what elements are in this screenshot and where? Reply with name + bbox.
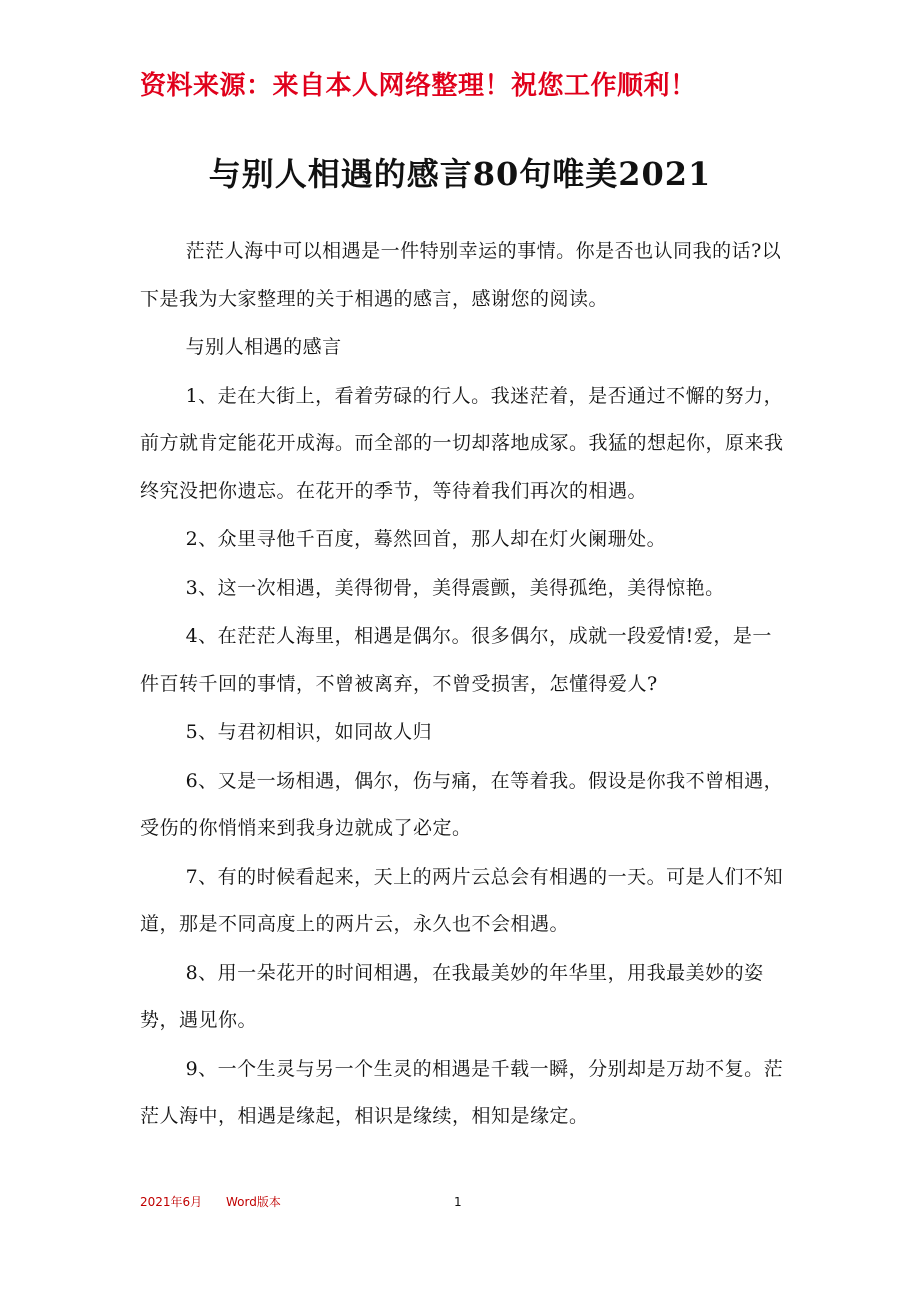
- footer-date: 2021年6月: [140, 1195, 203, 1209]
- paragraph-item-9: 9、一个生灵与另一个生灵的相遇是千载一瞬，分别却是万劫不复。茫茫人海中，相遇是缘起，相识是缘续，相知是缘定。: [140, 1057, 784, 1127]
- paragraph-item-1: 1、走在大街上，看着劳碌的行人。我迷茫着，是否通过不懈的努力，前方就肯定能花开成海。而全部的一切却落地成冢。我猛的想起你，原来我终究没把你遗忘。在花开的季节，等待着我们再次的相遇。: [140, 384, 784, 502]
- source-note: 资料来源：来自本人网络整理！祝您工作顺利！: [140, 71, 697, 101]
- footer-info: [140, 1192, 285, 1212]
- paragraph-section-heading: 与别人相遇的感言: [185, 336, 342, 358]
- paragraph-intro: 茫茫人海中可以相遇是一件特别幸运的事情。你是否也认同我的话?以下是我为大家整理的关于相遇的感言，感谢您的阅读。: [140, 240, 782, 310]
- paragraph-item-4: 4、在茫茫人海里，相遇是偶尔。很多偶尔，成就一段爱情!爱，是一件百转千回的事情，不曾被离弃，不曾受损害，怎懂得爱人?: [140, 625, 772, 695]
- paragraph-item-3: 3、这一次相遇，美得彻骨，美得震颤，美得孤绝，美得惊艳。: [185, 576, 725, 599]
- document-body: [140, 228, 790, 1142]
- footer-version: Word版本: [226, 1195, 281, 1209]
- paragraph-item-7: 7、有的时候看起来，天上的两片云总会有相遇的一天。可是人们不知道，那是不同高度上的两片云，永久也不会相遇。: [140, 865, 784, 935]
- paragraph-item-2: 2、众里寻他千百度，蓦然回首，那人却在灯火阑珊处。: [185, 528, 667, 550]
- paragraph-item-6: 6、又是一场相遇，偶尔，伤与痛，在等着我。假设是你我不曾相遇，受伤的你悄悄来到我身边就成了必定。: [140, 769, 784, 839]
- paragraph-item-8: 8、用一朵花开的时间相遇，在我最美妙的年华里，用我最美妙的姿势，遇见你。: [140, 961, 764, 1031]
- document-title: 与别人相遇的感言80句唯美2021: [208, 155, 712, 193]
- page-number: 1: [454, 1195, 462, 1209]
- paragraph-item-5: 5、与君初相识，如同故人归: [185, 721, 433, 743]
